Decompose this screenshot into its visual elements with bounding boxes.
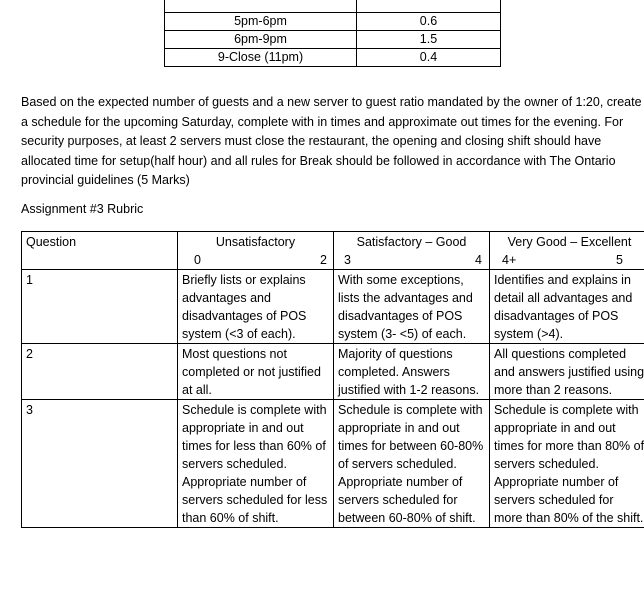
rubric-header-row [22, 232, 644, 270]
satisfactory-title: Satisfactory – Good [356, 235, 467, 249]
scale-low: 4+ [502, 253, 517, 267]
table-row [165, 49, 501, 67]
rubric-row [22, 270, 644, 344]
value-cell: 0.6 [357, 13, 501, 31]
time-period-table [164, 0, 501, 67]
very-good-cell: Schedule is complete with appropriate in and out times for more than 80% of servers scheduled. Appropriate number of servers scheduled for more than 80% of the shift. [490, 400, 644, 528]
satisfactory-cell: Majority of questions completed. Answers justified with 1-2 reasons. [334, 344, 490, 400]
unsatisfactory-cell: Briefly lists or explains advantages and disadvantages of POS system (<3 of each). [178, 270, 334, 344]
rubric-table [21, 231, 644, 528]
scale-high: 4 [475, 253, 482, 267]
unsatisfactory-title: Unsatisfactory [215, 235, 296, 249]
scale-low: 0 [194, 253, 201, 267]
table-row-cropped [165, 0, 501, 13]
very-good-header [490, 232, 644, 270]
question-header: Question [22, 232, 178, 270]
table-row [165, 31, 501, 49]
scale-high: 2 [320, 253, 327, 267]
rubric-row [22, 400, 644, 528]
question-number: 2 [22, 344, 178, 400]
cropped-header-cell [165, 0, 357, 13]
unsatisfactory-header [178, 232, 334, 270]
rubric-title: Assignment #3 Rubric [21, 202, 144, 216]
unsatisfactory-cell: Most questions not completed or not justified at all. [178, 344, 334, 400]
period-cell: 5pm-6pm [165, 13, 357, 31]
value-cell: 0.4 [357, 49, 501, 67]
question-number: 3 [22, 400, 178, 528]
period-cell: 6pm-9pm [165, 31, 357, 49]
very-good-cell: All questions completed and answers justified using more than 2 reasons. [490, 344, 644, 400]
assignment-instructions: Based on the expected number of guests and a new server to guest ratio mandated by the owner of 1:20, create a schedule for the upcoming Saturday, complete with in times and approximate out times for the evening. For security purposes, at least 2 servers must close the restaurant, the opening and closing shift should have allocated time for setup(half hour) and all rules for Break should be followed in accordance with The Ontario provincial guidelines (5 Marks) [21, 95, 642, 187]
period-cell: 9-Close (11pm) [165, 49, 357, 67]
satisfactory-cell: Schedule is complete with appropriate in and out times for between 60-80% of servers scheduled. Appropriate number of servers scheduled for between 60-80% of shift. [334, 400, 490, 528]
value-cell: 1.5 [357, 31, 501, 49]
scale-high: 5 [616, 253, 623, 267]
very-good-cell: Identifies and explains in detail all advantages and disadvantages of POS system (>4). [490, 270, 644, 344]
unsatisfactory-cell: Schedule is complete with appropriate in and out times for less than 60% of servers scheduled. Appropriate number of servers scheduled for less than 60% of shift. [178, 400, 334, 528]
satisfactory-cell: With some exceptions, lists the advantages and disadvantages of POS system (3- <5) of each. [334, 270, 490, 344]
satisfactory-header [334, 232, 490, 270]
very-good-title: Very Good – Excellent [507, 235, 632, 249]
cropped-header-cell [357, 0, 501, 13]
scale-low: 3 [344, 253, 351, 267]
table-row [165, 13, 501, 31]
question-number: 1 [22, 270, 178, 344]
rubric-row [22, 344, 644, 400]
